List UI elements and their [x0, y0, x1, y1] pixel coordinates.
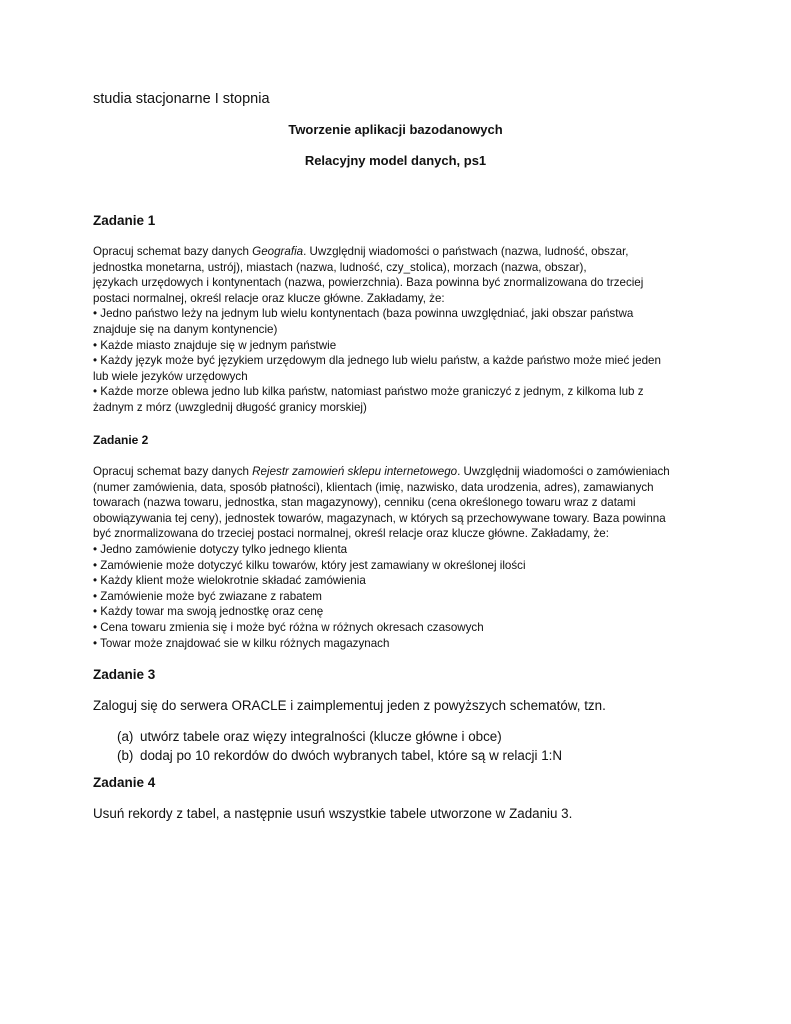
task1-line: Opracuj schemat bazy danych Geografia. Uwzględnij wiadomości o państwach (nazwa, ludność, obszar,	[93, 245, 629, 258]
task2-line: towarach (nazwa towaru, jednostka, stan magazynowy), cenniku (cena określonego towaru wraz z datami	[93, 496, 636, 510]
task2-bullet: • Cena towaru zmienia się i może być różna w różnych okresach czasowych	[93, 620, 484, 634]
list-item-text: dodaj po 10 rekordów do dwóch wybranych tabel, które są w relacji 1:N	[140, 748, 563, 763]
task2-bullet: • Towar może znajdować sie w kilku różnych magazynach	[93, 636, 390, 650]
task1-bullet: • Każde morze oblewa jedno lub kilka państw, natomiast państwo może graniczyć z jednym, z kilkoma lub z	[93, 385, 644, 399]
task4-text: Usuń rekordy z tabel, a następnie usuń wszystkie tabele utworzone w Zadaniu 3.	[93, 806, 573, 821]
task2-database-name: Rejestr zamowień sklepu internetowego	[252, 465, 458, 478]
study-mode-label: studia stacjonarne I stopnia	[93, 91, 270, 107]
list-item-text: utwórz tabele oraz więzy integralności (klucze główne i obce)	[140, 729, 502, 744]
task2-heading: Zadanie 2	[93, 433, 149, 447]
task3-intro: Zaloguj się do serwera ORACLE i zaimplementuj jeden z powyższych schematów, tzn.	[93, 698, 606, 713]
task2-bullet: • Zamówienie może być zwiazane z rabatem	[93, 589, 322, 603]
task3-heading: Zadanie 3	[93, 667, 156, 682]
task1-bullet: • Jedno państwo leży na jednym lub wielu kontynentach (baza powinna uwzględniać, jaki obszar państwa	[93, 307, 634, 321]
task1-line: lub wiele jezyków urzędowych	[93, 369, 248, 383]
task4-heading: Zadanie 4	[93, 775, 156, 790]
list-item-label: (a)	[117, 729, 134, 744]
task2-line: obowiązywania tej ceny), jednostek towarów, magazynach, w których są przechowywane towary. Baza powinna	[93, 511, 666, 525]
task1-line: postaci normalnej, określ relacje oraz klucze główne. Zakładamy, że:	[93, 291, 445, 305]
task2-bullet: • Każdy klient może wielokrotnie składać zamówienia	[93, 574, 366, 588]
task1-body	[93, 244, 693, 416]
task1-line: żadnym z mórz (uwzglednij długość granicy morskiej)	[93, 400, 367, 414]
task3-list	[117, 727, 562, 765]
task2-bullet: • Zamówienie może dotyczyć kilku towarów, który jest zamawiany w określonej ilości	[93, 558, 526, 572]
task1-line: językach urzędowych i kontynentach (nazwa, powierzchnia). Baza powinna być znormalizowana do trzeciej	[93, 276, 644, 290]
task1-bullet: • Każde miasto znajduje się w jednym państwie	[93, 338, 337, 352]
task2-line: być znormalizowana do trzeciej postaci normalnej, określ relacje oraz klucze główne. Zakładamy, że:	[93, 527, 609, 541]
task1-database-name: Geografia	[252, 245, 304, 258]
list-item-label: (b)	[117, 748, 134, 763]
topic-title: Relacyjny model danych, ps1	[304, 153, 487, 168]
task2-line: (numer zamówienia, data, sposób płatności), klientach (imię, nazwisko, data urodzenia, adres), zamawianych	[93, 480, 654, 494]
list-item	[117, 746, 562, 765]
list-item	[117, 727, 562, 746]
task1-bullet: • Każdy język może być językiem urzędowym dla jednego lub wielu państw, a każde państwo może mieć jeden	[93, 354, 661, 368]
task2-line: Opracuj schemat bazy danych Rejestr zamowień sklepu internetowego. Uwzględnij wiadomości o zamówieniach	[93, 465, 670, 478]
task1-line: znajduje się na danym kontynencie)	[93, 322, 278, 336]
task2-bullet: • Jedno zamówienie dotyczy tylko jednego klienta	[93, 542, 348, 556]
task2-bullet: • Każdy towar ma swoją jednostkę oraz cenę	[93, 605, 324, 619]
task1-heading: Zadanie 1	[93, 213, 156, 228]
task1-line: jednostka monetarna, ustrój), miastach (nazwa, ludność, czy_stolica), morzach (nazwa, obszar),	[93, 260, 587, 274]
task2-body	[93, 464, 693, 651]
course-title: Tworzenie aplikacji bazodanowych	[288, 122, 503, 137]
